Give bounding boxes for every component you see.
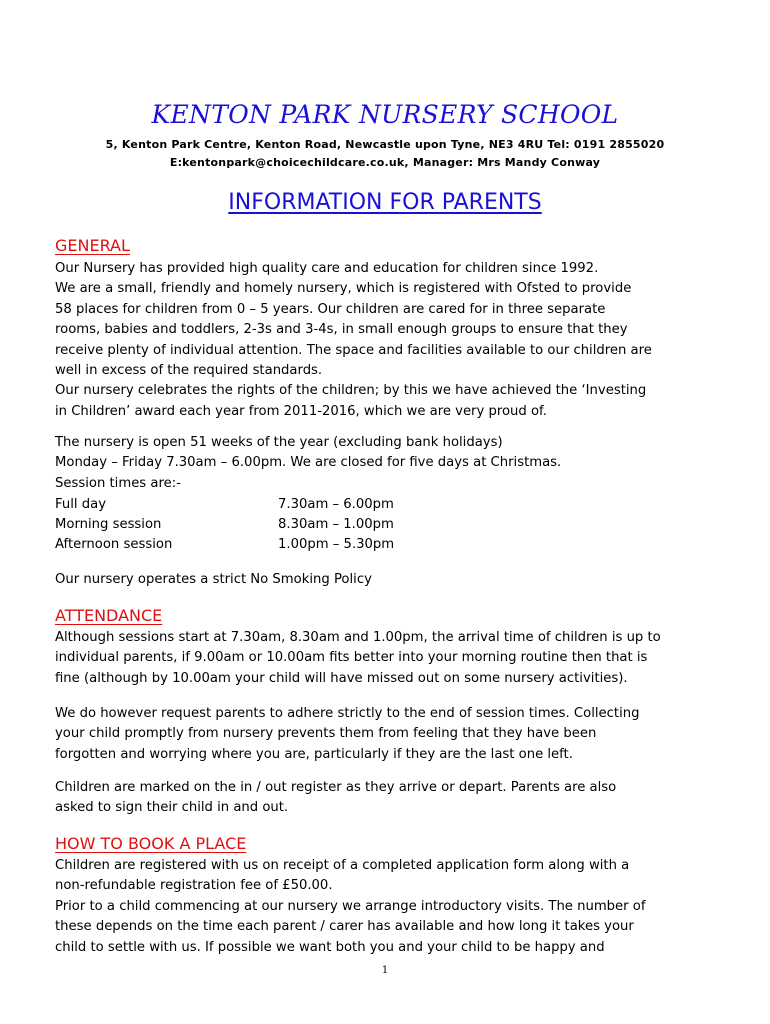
text-line: forgotten and worrying where you are, particularly if they are the last one left. [55,746,573,762]
text-line: 58 places for children from 0 – 5 years. Our children are cared for in three separate [55,301,606,317]
text-line: Our nursery operates a strict No Smoking Policy [55,572,372,587]
text-line: rooms, babies and toddlers, 2-3s and 3-4s, in small enough groups to ensure that they [55,322,628,338]
text-line: Prior to a child commencing at our nursery we arrange introductory visits. The number of [55,898,646,914]
address-line: 5, Kenton Park Centre, Kenton Road, Newcastle upon Tyne, NE3 4RU Tel: 0191 2855020 [105,138,665,151]
text-line: Session times are:- [55,475,181,491]
text-line: your child promptly from nursery prevents them from feeling that they have been [55,726,597,742]
session-time-morning: 8.30am – 1.00pm [278,517,394,532]
session-label-morning: Morning session [55,517,162,532]
text-line: child to settle with us. If possible we want both you and your child to be happy and [55,939,605,955]
nursery-title: KENTON PARK NURSERY SCHOOL [151,100,619,129]
text-line: Children are marked on the in / out register as they arrive or depart. Parents are also [55,780,617,795]
text-line: individual parents, if 9.00am or 10.00am fits better into your morning routine then that is [55,650,648,666]
general-heading: GENERAL [55,236,130,255]
contact-line: E:kentonpark@choicechildcare.co.uk, Manager: Mrs Mandy Conway [169,156,601,169]
text-line: We are a small, friendly and homely nursery, which is registered with Ofsted to provide [55,281,632,297]
general-paragraph-1 [55,259,725,422]
attendance-heading: ATTENDANCE [55,606,163,625]
text-line: Children are registered with us on receipt of a completed application form along with a [55,858,630,873]
booking-heading: HOW TO BOOK A PLACE [55,834,247,853]
session-label-afternoon: Afternoon session [55,537,173,552]
text-line: in Children’ award each year from 2011-2016, which we are very proud of. [55,403,547,419]
text-line: Our Nursery has provided high quality care and education for children since 1992. [55,261,599,276]
text-line: non-refundable registration fee of £50.00. [55,878,333,894]
attendance-paragraph-3 [55,778,725,819]
text-line: fine (although by 10.00am your child will have missed out on some nursery activities). [55,670,628,686]
page-number: 1 [381,965,389,976]
text-line: these depends on the time each parent / carer has available and how long it takes your [55,919,634,935]
text-line: Our nursery celebrates the rights of the children; by this we have achieved the ‘Investing [55,383,647,399]
document-title: INFORMATION FOR PARENTS [228,190,542,215]
text-line: Monday – Friday 7.30am – 6.00pm. We are closed for five days at Christmas. [55,455,562,471]
general-paragraph-2 [55,433,725,494]
smoking-policy [55,570,725,590]
attendance-paragraph-1 [55,628,725,689]
session-time-full-day: 7.30am – 6.00pm [278,497,394,512]
text-line: We do however request parents to adhere strictly to the end of session times. Collecting [55,706,640,721]
session-time-afternoon: 1.00pm – 5.30pm [278,537,395,552]
text-line: receive plenty of individual attention. The space and facilities available to our children are [55,342,652,358]
text-line: Although sessions start at 7.30am, 8.30am and 1.00pm, the arrival time of children is up to [55,630,661,645]
attendance-paragraph-2 [55,704,725,765]
text-line: asked to sign their child in and out. [55,800,289,816]
text-line: The nursery is open 51 weeks of the year (excluding bank holidays) [55,435,503,450]
text-line: well in excess of the required standards. [55,363,323,379]
session-label-full-day: Full day [55,497,106,512]
booking-paragraph-1 [55,856,725,958]
